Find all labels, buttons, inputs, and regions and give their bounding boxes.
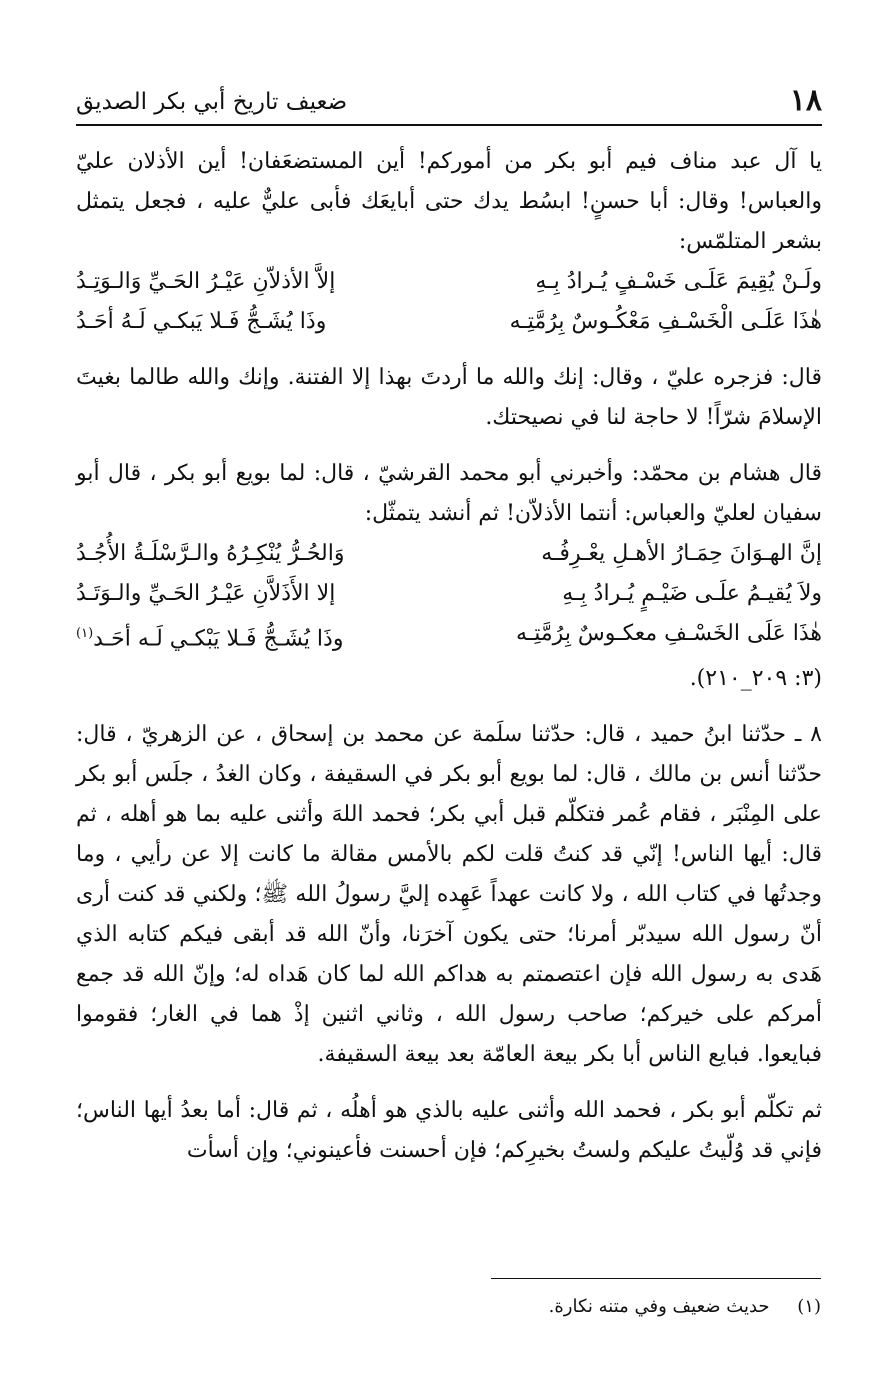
poem-1 — [76, 262, 822, 342]
footnote-marker: (١) — [76, 626, 94, 641]
hemistich-second: وَالحُـرُّ يُنْكِـرُهُ والـرَّسْلَـةُ الأُجُـدُ — [76, 541, 345, 566]
hemistich-first: هٰذَا عَلَى الخَسْـفِ معكـوسٌ بِرُمَّتِـه — [516, 621, 822, 646]
paragraph-5: ثم تكلّم أبو بكر ، فحمد الله وأثنى عليه بالذي هو أهلُه ، ثم قال: أما بعدُ أيها الناس؛ فإني قد وُلّيتُ عليكم ولستُ بخيرِكم؛ فإن أحسنت فأعينوني؛ وإن أسأت — [76, 1098, 822, 1164]
paragraph-3: قال هشام بن محمّد: وأخبرني أبو محمد القرشيّ ، قال: لما بويع أبو بكر ، قال أبو سفيان لعليّ والعباس: أنتما الأذلاّن! ثم أنشد يتمثّل: — [76, 461, 822, 526]
main-text — [76, 142, 822, 1171]
poem-line — [76, 534, 822, 574]
hemistich-first: هٰذَا عَلَـى الْخَسْـفِ مَعْكُـوسٌ بِرُمَّتِـه — [509, 309, 822, 334]
hemistich-first: ولاَ يُقيـمُ علَـى ضَيْـمٍ يُـرادُ بِـهِ — [562, 581, 822, 606]
page-number: ١٨ — [789, 83, 822, 118]
footnote-rule — [491, 1278, 821, 1279]
header-rule — [76, 124, 822, 126]
footnote-text: حديث ضعيف وفي متنه نكارة. — [548, 1296, 770, 1317]
page-header — [76, 84, 822, 118]
poem-2 — [76, 534, 822, 659]
hemistich-second: إلاَّ الأذلاّنِ عَيْـرُ الحَـيِّ وَالـوَتِـدُ — [76, 269, 336, 294]
paragraph-2: قال: فزجره عليّ ، وقال: إنك والله ما أردتَ بهذا إلا الفتنة. وإنك والله طالما بغيتَ الإسلامَ شرّاً! لا حاجة لنا في نصيحتك. — [76, 365, 822, 430]
poem-line — [76, 262, 822, 302]
hemistich-second — [76, 614, 343, 659]
poem-line — [76, 614, 822, 659]
poem-line — [76, 574, 822, 614]
hemistich-text: وذَا يُشَـجُّ فَـلا يَبْكـي لَـه أحَـد — [93, 626, 344, 652]
hemistich-second: وذَا يُشَـجُّ فَـلا يَبكـي لَـهُ أحَـدُ — [76, 309, 327, 334]
poem-line — [76, 302, 822, 342]
footnote — [75, 1292, 821, 1322]
hemistich-first: ولَـنْ يُقِيمَ عَلَـى خَسْـفٍ يُـرادُ بِـهِ — [535, 269, 822, 294]
paragraph-4: ٨ ـ حدّثنا ابنُ حميد ، قال: حدّثنا سلَمة عن محمد بن إسحاق ، عن الزهريّ ، قال: حدّثنا أنس بن مالك ، قال: لما بويع أبو بكر في السقيفة ، وكان الغدُ ، جلَس أبو بكر على المِنْبَر ، فقام عُمر فتكلّم قبل أبي بكر؛ فحمد اللهَ وأثنى عليه بما هو أهله ، ثم قال: أيها الناس! إنّي قد كنتُ قلت لكم بالأمس مقالة ما كانت إلا عن رأيي ، وما وجدتُها في كتاب الله ، ولا كانت عهداً عَهِده إليَّ رسولُ الله ﷺ؛ ولكني قد كنت أرى أنّ رسول الله سيدبّر أمرنا؛ حتى يكون آخرَنا، وأنّ الله قد أبقى فيكم كتابه الذي هَدى به رسول الله فإن اعتصمتم به هداكم الله لما كان هَداه له؛ وإنّ الله قد جمع أمركم على خيركم؛ صاحب رسول الله ، وثاني اثنين إذْ هما في الغار؛ فقوموا فبايعوا. فبايع الناس أبا بكر بيعة العامّة بعد بيعة السقيفة. — [76, 722, 822, 1068]
source-reference: (٣: ٢٠٩_٢١٠). — [689, 666, 822, 692]
running-title: ضعيف تاريخ أبي بكر الصديق — [76, 89, 348, 115]
paragraph-1: يا آل عبد مناف فيم أبو بكر من أموركم! أين المستضعَفان! أين الأذلان عليّ والعباس! وقال: أبا حسنٍ! ابسُط يدك حتى أبايعَك فأبى عليٌّ عليه ، فجعل يتمثل بشعر المتلمّس: — [76, 149, 822, 254]
footnote-number: (١) — [797, 1296, 821, 1317]
hemistich-second: إلا الأَذَلاَّنِ عَيْـرُ الحَـيِّ والـوَتَـدُ — [76, 581, 336, 606]
hemistich-first: إنَّ الهـوَانَ حِمَـارُ الأهـلِ يعْـرِفُـه — [541, 541, 822, 566]
